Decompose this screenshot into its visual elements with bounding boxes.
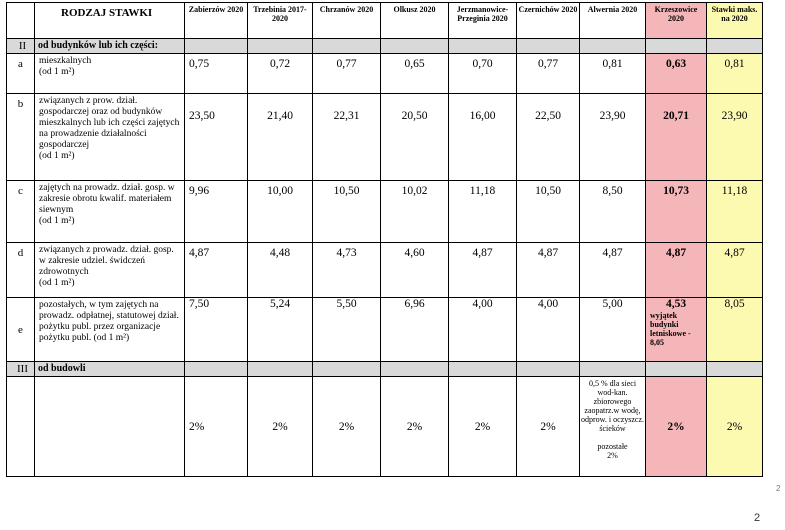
section-code: II [7, 39, 35, 54]
table-cell-max: 23,90 [707, 94, 763, 181]
row-code: b [7, 94, 35, 181]
table-cell-max: 11,18 [707, 181, 763, 243]
alwernia-note: 0,5 % dla sieci wod-kan. zbiorowego zaopatrz.w wodę, odprow. i oczyszcz. ścieków pozostałe 2% [580, 377, 646, 477]
table-cell: 5,50 [313, 298, 381, 362]
tax-rates-table [6, 2, 763, 477]
table-cell: 2% [313, 377, 381, 477]
table-cell: 20,50 [381, 94, 449, 181]
header-czernichow: Czernichów 2020 [517, 3, 580, 39]
table-cell: 2% [185, 377, 248, 477]
header-chrzanow: Chrzanów 2020 [313, 3, 381, 39]
table-cell-krzeszowice: 0,63 [646, 54, 707, 94]
table-cell: 22,31 [313, 94, 381, 181]
section-code: III [7, 362, 35, 377]
row-code: e [7, 298, 35, 362]
row-code [7, 377, 35, 477]
table-cell: 0,70 [449, 54, 517, 94]
table-cell: 0,75 [185, 54, 248, 94]
table-cell: 16,00 [449, 94, 517, 181]
table-row [7, 243, 763, 298]
table-cell: 0,65 [381, 54, 449, 94]
table-cell: 4,87 [185, 243, 248, 298]
header-trzebinia: Trzebinia 2017-2020 [248, 3, 313, 39]
row-description [35, 377, 185, 477]
section-title: od budowli [35, 362, 185, 377]
row-description: pozostałych, w tym zajętych na prowadz. odpłatnej, statutowej dział. pożytku publ. przez organizacje pożytku publ. (od 1 m²) [35, 298, 185, 362]
row-description: mieszkalnych (od 1 m²) [35, 54, 185, 94]
table-cell: 10,50 [313, 181, 381, 243]
table-cell: 22,50 [517, 94, 580, 181]
table-cell: 4,87 [580, 243, 646, 298]
exception-note: wyjątek budynki letniskowe - 8,05 [650, 311, 691, 347]
table-cell-max: 2% [707, 377, 763, 477]
table-cell-max: 4,87 [707, 243, 763, 298]
table-cell: 2% [517, 377, 580, 477]
table-cell: 4,48 [248, 243, 313, 298]
table-row [7, 181, 763, 243]
row-description: związanych z prow. dział. gospodarczej oraz od budynków mieszkalnych lub ich części zajętych na prowadzenie działalności gospodarczej (od 1 m²) [35, 94, 185, 181]
table-cell: 0,77 [517, 54, 580, 94]
header-alwernia: Alwernia 2020 [580, 3, 646, 39]
table-cell: 2% [248, 377, 313, 477]
header-blank-cell [7, 3, 35, 39]
table-cell-max: 0,81 [707, 54, 763, 94]
table-cell: 10,50 [517, 181, 580, 243]
table-row [7, 54, 763, 94]
table-cell: 4,00 [449, 298, 517, 362]
table-cell: 11,18 [449, 181, 517, 243]
table-cell: 4,00 [517, 298, 580, 362]
header-jerzmanowice: Jerzmanowice-Przeginia 2020 [449, 3, 517, 39]
table-cell: 0,72 [248, 54, 313, 94]
page-corner-mark: 2 [776, 484, 781, 493]
header-olkusz: Olkusz 2020 [381, 3, 449, 39]
table-cell: 4,73 [313, 243, 381, 298]
page-number: 2 [754, 512, 761, 524]
krzeszowice-value: 4,53 [665, 298, 687, 310]
table-cell: 5,24 [248, 298, 313, 362]
table-row [7, 94, 763, 181]
table-cell-krzeszowice: 2% [646, 377, 707, 477]
row-description: związanych z prowadz. dział. gosp. w zakresie udziel. świdczeń zdrowotnych (od 1 m²) [35, 243, 185, 298]
table-row [7, 298, 763, 362]
table-cell-krzeszowice: 20,71 [646, 94, 707, 181]
table-cell-krzeszowice: 4,87 [646, 243, 707, 298]
header-title: RODZAJ STAWKI [35, 3, 185, 39]
table-cell-krzeszowice: 10,73 [646, 181, 707, 243]
table-cell: 4,60 [381, 243, 449, 298]
row-code: c [7, 181, 35, 243]
table-cell: 2% [381, 377, 449, 477]
row-code: d [7, 243, 35, 298]
table-cell: 10,00 [248, 181, 313, 243]
row-description: zajętych na prowadz. dział. gosp. w zakresie obrotu kwalif. materiałem siewnym (od 1 m²) [35, 181, 185, 243]
table-cell: 2% [449, 377, 517, 477]
table-cell: 4,87 [517, 243, 580, 298]
table-cell: 10,02 [381, 181, 449, 243]
section-title: od budynków lub ich części: [35, 39, 185, 54]
table-cell: 5,00 [580, 298, 646, 362]
header-krzeszowice: Krzeszowice 2020 [646, 3, 707, 39]
table-cell: 7,50 [185, 298, 248, 362]
table-cell-krzeszowice [646, 298, 707, 362]
table-cell: 23,50 [185, 94, 248, 181]
table-cell: 9,96 [185, 181, 248, 243]
table-cell: 8,50 [580, 181, 646, 243]
table-cell: 6,96 [381, 298, 449, 362]
header-max-rates: Stawki maks. na 2020 [707, 3, 763, 39]
table-cell-max: 8,05 [707, 298, 763, 362]
row-code: a [7, 54, 35, 94]
table-cell: 4,87 [449, 243, 517, 298]
table-cell: 21,40 [248, 94, 313, 181]
table-cell: 0,81 [580, 54, 646, 94]
table-row [7, 377, 763, 477]
table-cell: 23,90 [580, 94, 646, 181]
table-cell: 0,77 [313, 54, 381, 94]
header-zabierzow: Zabierzów 2020 [185, 3, 248, 39]
